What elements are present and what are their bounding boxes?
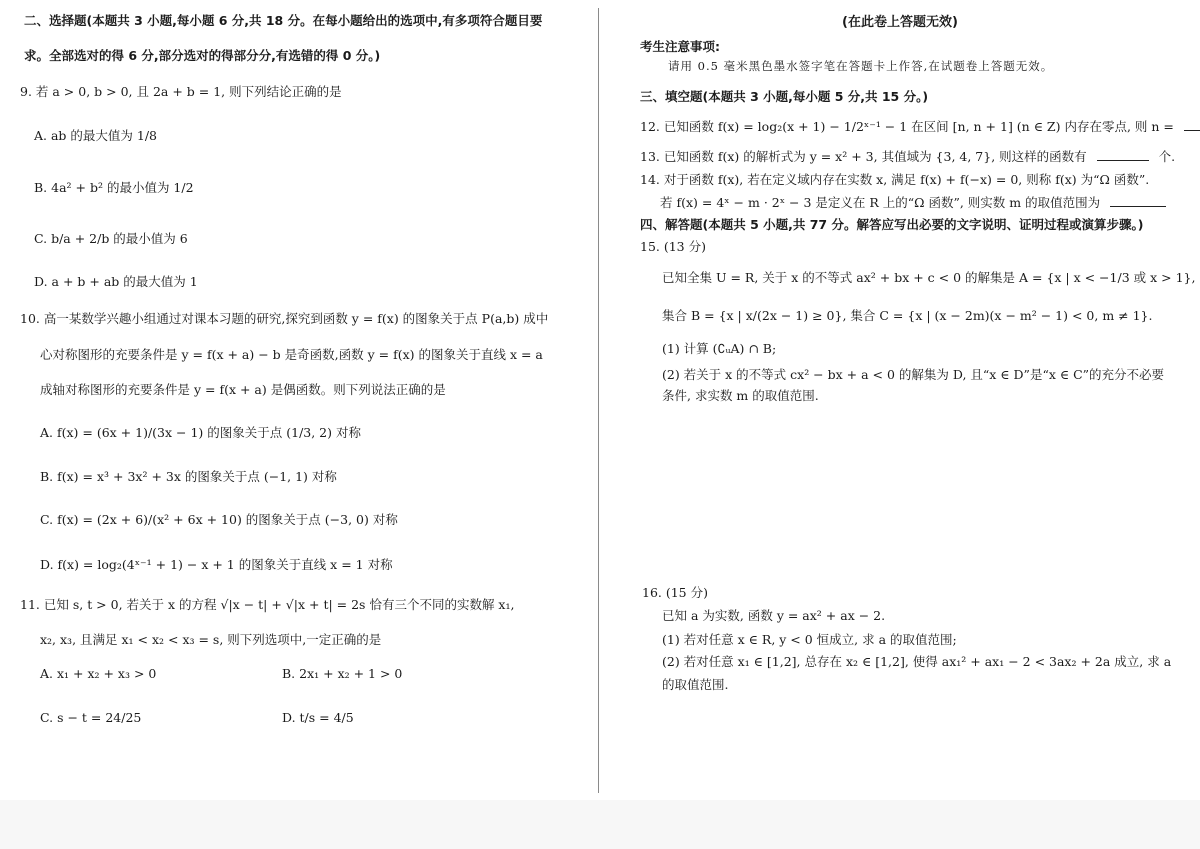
question-11-line2: x₂, x₃, 且满足 x₁ < x₂ < x₃ = s, 则下列选项中,一定正确的是: [40, 632, 382, 647]
question-14-line1: 14. 对于函数 f(x), 若在定义域内存在实数 x, 满足 f(x) + f(−x) = 0, 则称 f(x) 为“Ω 函数”.: [640, 172, 1150, 187]
question-12-text: 12. 已知函数 f(x) = log₂(x + 1) − 1/2ˣ⁻¹ − 1 在区间 [n, n + 1] (n ∈ Z) 内存在零点, 则 n =: [640, 119, 1174, 134]
section3-header: 三、填空题(本题共 3 小题,每小题 5 分,共 15 分。): [640, 89, 929, 104]
section2-header-line1: 二、选择题(本题共 3 小题,每小题 6 分,共 18 分。在每小题给出的选项中,有多项符合题目要: [24, 13, 543, 28]
question-10-line1: 10. 高一某数学兴趣小组通过对课本习题的研究,探究到函数 y = f(x) 的图象关于点 P(a,b) 成中: [20, 311, 549, 326]
question-12: [640, 117, 1200, 135]
question-16-title: 16. (15 分): [642, 585, 708, 600]
section4-header: 四、解答题(本题共 5 小题,共 77 分。解答应写出必要的文字说明、证明过程或演算步骤。): [640, 217, 1144, 232]
question-13-text: 13. 已知函数 f(x) 的解析式为 y = x² + 3, 其值域为 {3, 4, 7}, 则这样的函数有: [640, 149, 1087, 164]
question-9-option-d: D. a + b + ab 的最大值为 1: [34, 274, 198, 289]
question-16-line4: 的取值范围.: [662, 677, 729, 692]
question-13-answer-blank[interactable]: [1097, 150, 1149, 161]
question-9-option-a: A. ab 的最大值为 1/8: [34, 128, 157, 143]
attention-text: 请用 0.5 毫米黑色墨水签字笔在答题卡上作答,在试题卷上答题无效。: [668, 59, 1054, 73]
page-bottom-margin: [0, 800, 1200, 849]
question-11-option-a: A. x₁ + x₂ + x₃ > 0: [40, 666, 157, 681]
question-14-line2: [660, 193, 1166, 211]
question-13: [640, 147, 1175, 165]
question-15-part2-line1: (2) 若关于 x 的不等式 cx² − bx + a < 0 的解集为 D, 且“x ∈ D”是“x ∈ C”的充分不必要: [662, 367, 1165, 382]
question-14-answer-blank[interactable]: [1110, 196, 1166, 207]
question-15-title: 15. (13 分): [640, 239, 706, 254]
invalid-notice: (在此卷上答题无效): [842, 15, 958, 30]
question-10-option-b: B. f(x) = x³ + 3x² + 3x 的图象关于点 (−1, 1) 对称: [40, 469, 337, 484]
column-divider: [598, 8, 599, 793]
question-9-option-b: B. 4a² + b² 的最小值为 1/2: [34, 180, 194, 195]
question-15-part2-line2: 条件, 求实数 m 的取值范围.: [662, 388, 819, 403]
question-10-line3: 成轴对称图形的充要条件是 y = f(x + a) 是偶函数。则下列说法正确的是: [40, 382, 446, 397]
question-10-option-d: D. f(x) = log₂(4ˣ⁻¹ + 1) − x + 1 的图象关于直线 x = 1 对称: [40, 557, 393, 572]
question-9-stem: 9. 若 a > 0, b > 0, 且 2a + b = 1, 则下列结论正确的是: [20, 84, 342, 99]
question-11-line1: 11. 已知 s, t > 0, 若关于 x 的方程 √|x − t| + √|x + t| = 2s 恰有三个不同的实数解 x₁,: [20, 597, 515, 612]
question-14-text: 若 f(x) = 4ˣ − m · 2ˣ − 3 是定义在 R 上的“Ω 函数”, 则实数 m 的取值范围为: [660, 195, 1101, 210]
question-12-answer-blank[interactable]: [1184, 120, 1200, 131]
question-16-line3: (2) 若对任意 x₁ ∈ [1,2], 总存在 x₂ ∈ [1,2], 使得 ax₁² + ax₁ − 2 < 3ax₂ + 2a 成立, 求 a: [662, 654, 1172, 669]
question-10-line2: 心对称图形的充要条件是 y = f(x + a) − b 是奇函数,函数 y = f(x) 的图象关于直线 x = a: [40, 347, 543, 362]
question-10-option-c: C. f(x) = (2x + 6)/(x² + 6x + 10) 的图象关于点 (−3, 0) 对称: [40, 512, 398, 527]
question-15-line2: 集合 B = {x | x/(2x − 1) ≥ 0}, 集合 C = {x | (x − 2m)(x − m² − 1) < 0, m ≠ 1}.: [662, 308, 1153, 323]
question-16-line1: 已知 a 为实数, 函数 y = ax² + ax − 2.: [662, 608, 886, 623]
question-16-line2: (1) 若对任意 x ∈ R, y < 0 恒成立, 求 a 的取值范围;: [662, 632, 957, 647]
question-9-option-c: C. b/a + 2/b 的最小值为 6: [34, 231, 188, 246]
question-11-option-b: B. 2x₁ + x₂ + 1 > 0: [282, 666, 403, 681]
question-15-line1: 已知全集 U = R, 关于 x 的不等式 ax² + bx + c < 0 的解集是 A = {x | x < −1/3 或 x > 1},: [662, 270, 1196, 285]
question-15-part1: (1) 计算 (∁ᵤA) ∩ B;: [662, 341, 777, 356]
section2-header-line2: 求。全部选对的得 6 分,部分选对的得部分分,有选错的得 0 分。): [24, 48, 381, 63]
question-11-option-d: D. t/s = 4/5: [282, 710, 354, 725]
question-13-suffix: 个.: [1158, 149, 1176, 164]
attention-title: 考生注意事项:: [640, 39, 720, 54]
question-11-option-c: C. s − t = 24/25: [40, 710, 142, 725]
question-10-option-a: A. f(x) = (6x + 1)/(3x − 1) 的图象关于点 (1/3, 2) 对称: [40, 425, 361, 440]
